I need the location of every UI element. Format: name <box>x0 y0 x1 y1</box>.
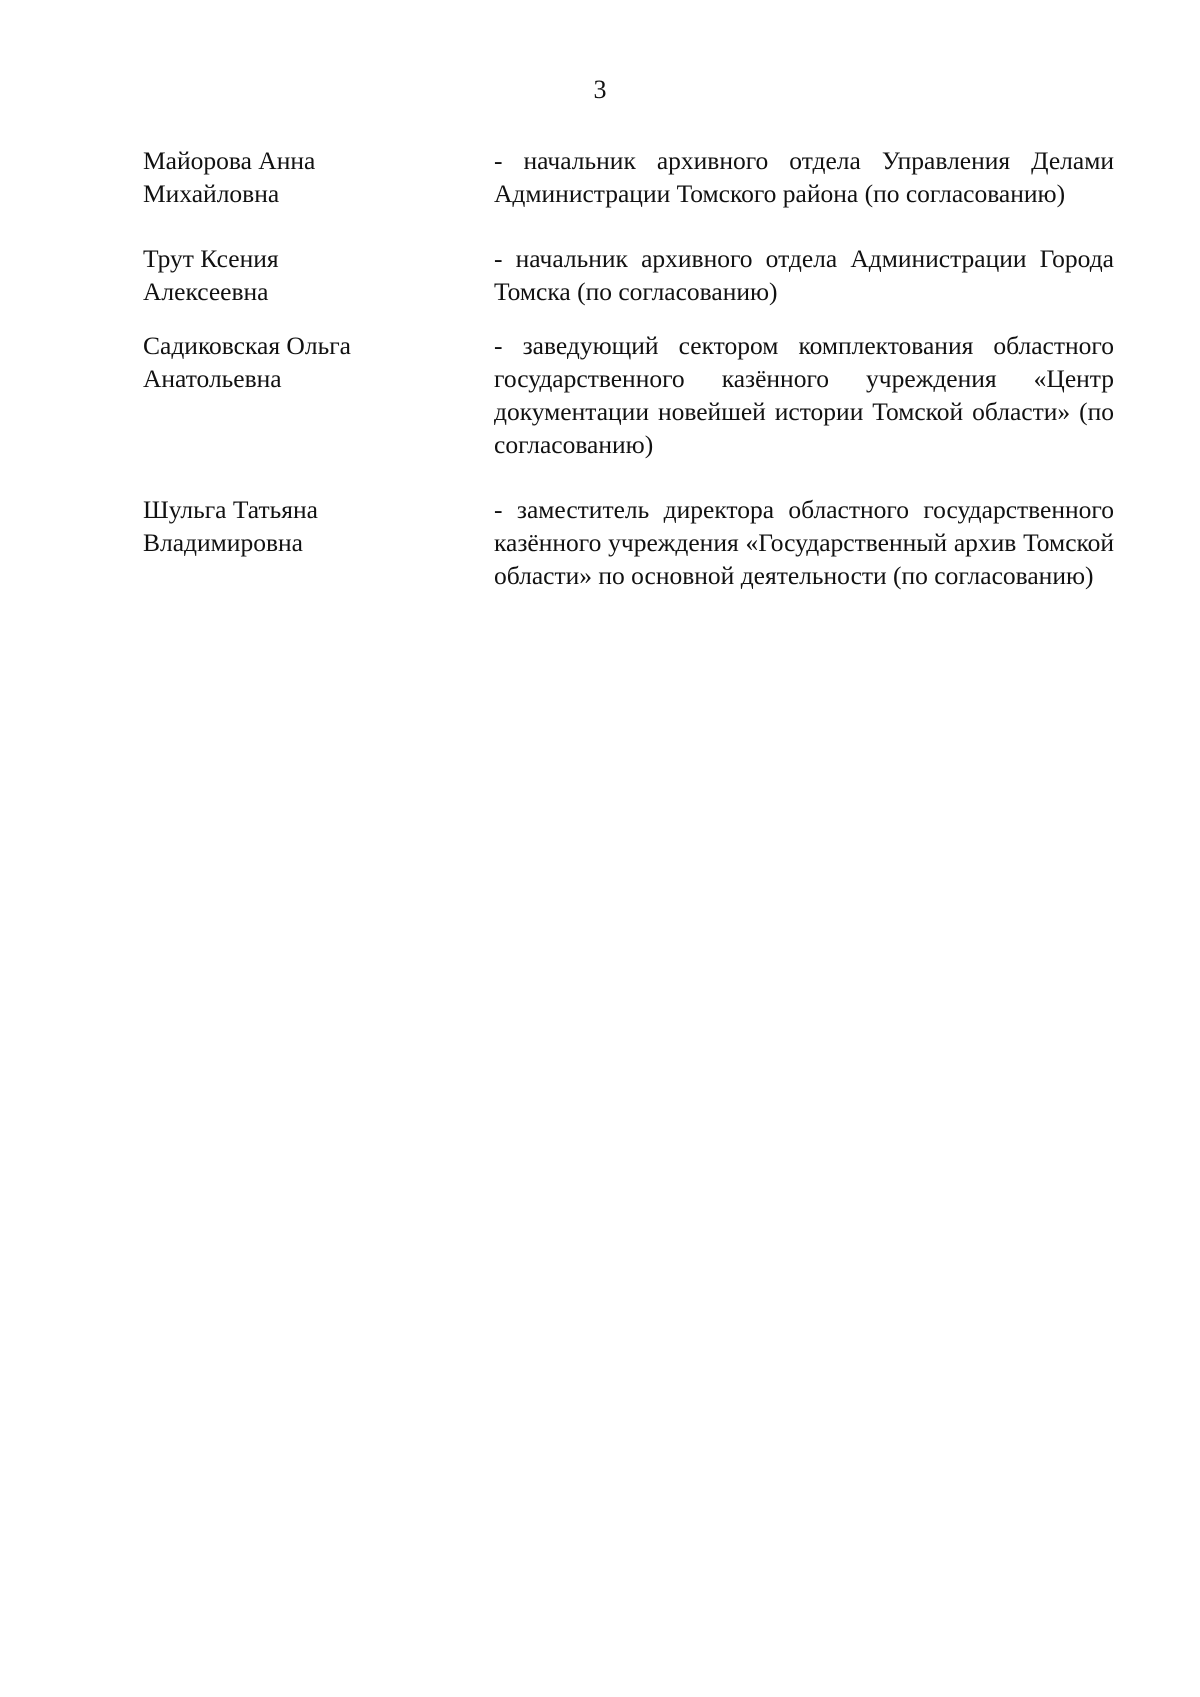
member-surname-first: Майорова Анна <box>143 146 316 175</box>
member-patronymic: Михайловна <box>143 179 280 208</box>
member-row <box>143 144 1114 210</box>
member-role: - начальник архивного отдела Администрации Города Томска (по согласованию) <box>494 244 1114 306</box>
member-patronymic: Анатольевна <box>143 364 282 393</box>
member-name <box>143 493 494 592</box>
member-row <box>143 242 1114 308</box>
member-patronymic: Владимировна <box>143 528 303 557</box>
member-surname-first: Трут Ксения <box>143 244 279 273</box>
member-patronymic: Алексеевна <box>143 277 269 306</box>
member-role: - заведующий сектором комплектования областного государственного казённого учреждения «Центр документации новейшей истории Томской области» (по согласованию) <box>494 331 1114 459</box>
member-role: - начальник архивного отдела Управления Делами Администрации Томского района (по согласованию) <box>494 146 1114 208</box>
commission-members-list <box>143 144 1114 592</box>
member-row <box>143 493 1114 592</box>
member-row <box>143 329 1114 461</box>
member-name <box>143 329 494 461</box>
member-name <box>143 144 494 210</box>
member-role: - заместитель директора областного государственного казённого учреждения «Государственный архив Томской области» по основной деятельности (по согласованию) <box>494 495 1114 590</box>
member-name <box>143 242 494 308</box>
member-surname-first: Шульга Татьяна <box>143 495 318 524</box>
member-surname-first: Садиковская Ольга <box>143 331 351 360</box>
page-number: 3 <box>593 75 607 104</box>
